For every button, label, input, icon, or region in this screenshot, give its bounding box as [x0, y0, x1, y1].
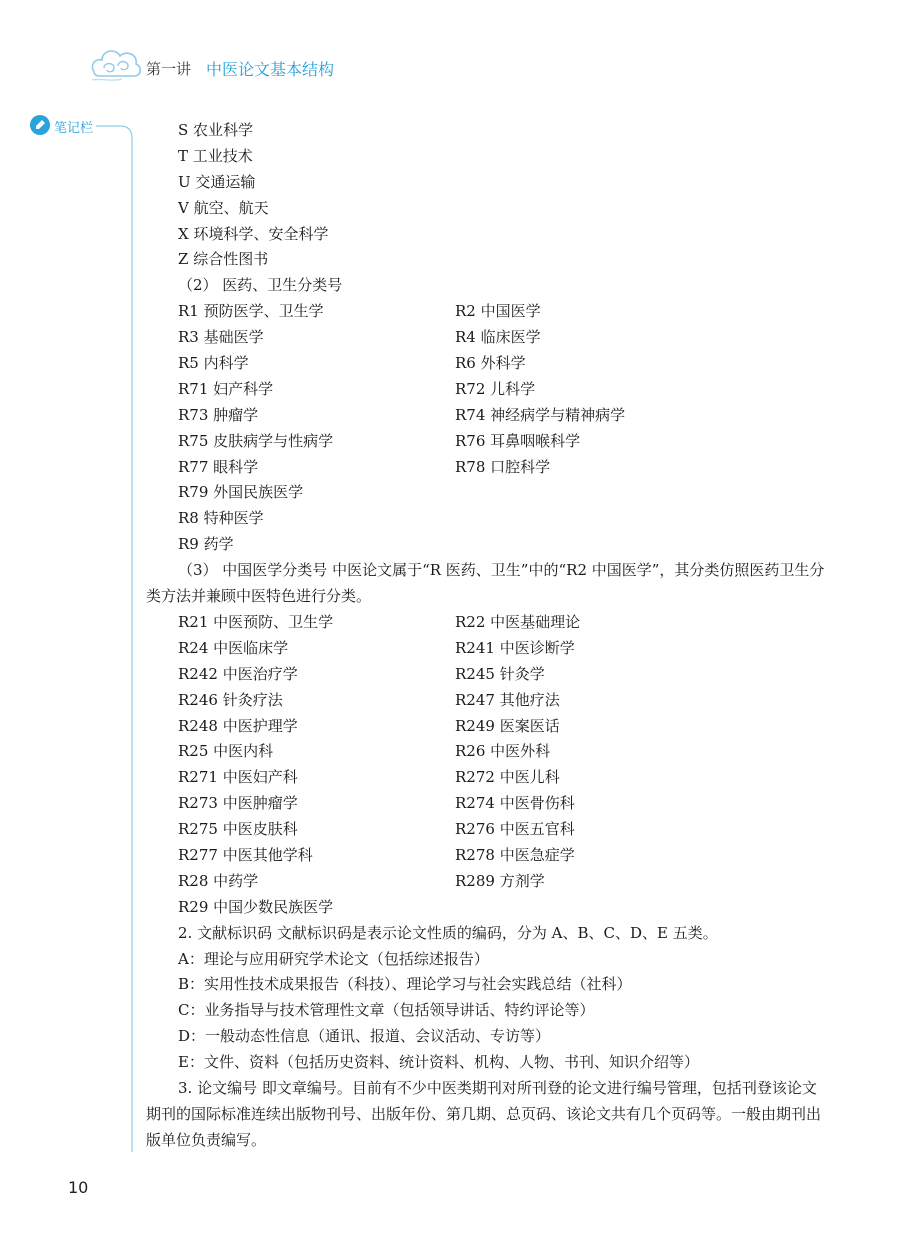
code-cell: R76 耳鼻咽喉科学	[455, 431, 581, 450]
table-row	[146, 714, 826, 740]
running-header	[88, 40, 488, 88]
code-cell: R21 中医预防、卫生学	[178, 612, 334, 631]
table-row	[146, 688, 826, 714]
code-cell: R71 妇产科学	[178, 379, 274, 398]
list-item: D：一般动态性信息（通讯、报道、会议活动、专访等）	[178, 1027, 551, 1046]
table-row	[146, 403, 826, 429]
list-item: A：理论与应用研究学术论文（包括综述报告）	[178, 949, 489, 968]
code-cell: R29 中国少数民族医学	[178, 897, 334, 916]
list-item: U 交通运输	[178, 172, 256, 191]
table-row	[146, 662, 826, 688]
list-item: T 工业技术	[178, 146, 253, 165]
code-cell: R277 中医其他学科	[178, 845, 313, 864]
code-cell: R75 皮肤病学与性病学	[178, 431, 334, 450]
table-row	[146, 325, 826, 351]
code-cell: R79 外国民族医学	[178, 483, 304, 502]
paragraph-text: 3. 论文编号 即文章编号。目前有不少中医类期刊对所刊登的论文进行编号管理，包括刊登该论文期刊的国际标准连续出版物刊号、出版年份、第几期、总页码、该论文共有几个页码等。一般由期刊出版单位负责编写。	[146, 1078, 822, 1149]
list-item: V 航空、航天	[178, 198, 269, 217]
code-cell: R249 医案医话	[455, 716, 560, 735]
chapter-title: 中医论文基本结构	[206, 60, 335, 79]
code-cell: R4 临床医学	[455, 328, 541, 347]
code-cell: R247 其他疗法	[455, 690, 560, 709]
code-cell: R273 中医肿瘤学	[178, 794, 298, 813]
code-cell: R289 方剂学	[455, 871, 545, 890]
notes-label: 笔记栏	[54, 121, 94, 136]
pencil-icon	[30, 115, 50, 135]
table-row	[146, 765, 826, 791]
table-row	[146, 299, 826, 325]
list-item: Z 综合性图书	[178, 250, 269, 269]
code-cell: R9 药学	[178, 535, 234, 554]
code-cell: R275 中医皮肤科	[178, 820, 298, 839]
code-cell: R276 中医五官科	[455, 820, 575, 839]
table-row	[146, 869, 826, 895]
code-cell: R278 中医急症学	[455, 845, 575, 864]
list-item: C：业务指导与技术管理性文章（包括领导讲话、特约评论等）	[178, 1001, 595, 1020]
table-row	[146, 895, 826, 921]
code-cell: R242 中医治疗学	[178, 664, 298, 683]
code-cell: R25 中医内科	[178, 742, 274, 761]
code-cell: R72 儿科学	[455, 379, 536, 398]
code-cell: R272 中医儿科	[455, 768, 560, 787]
table-row	[146, 636, 826, 662]
table-row	[146, 480, 826, 506]
code-cell: R24 中医临床学	[178, 638, 289, 657]
notes-column-border	[0, 0, 140, 1160]
code-cell: R246 针灸疗法	[178, 690, 283, 709]
code-cell: R2 中国医学	[455, 302, 541, 321]
section-heading: 2. 文献标识码 文献标识码是表示论文性质的编码，分为 A、B、C、D、E 五类。	[178, 923, 718, 942]
code-cell: R8 特种医学	[178, 509, 264, 528]
code-cell: R28 中药学	[178, 871, 259, 890]
table-row	[146, 843, 826, 869]
table-row	[146, 532, 826, 558]
code-cell: R77 眼科学	[178, 457, 259, 476]
code-cell: R73 肿瘤学	[178, 405, 259, 424]
table-row	[146, 429, 826, 455]
table-row	[146, 739, 826, 765]
code-cell: R5 内科学	[178, 354, 249, 373]
code-cell: R245 针灸学	[455, 664, 545, 683]
table-row	[146, 455, 826, 481]
table-row	[146, 506, 826, 532]
section-paragraph	[146, 558, 826, 610]
code-cell: R271 中医妇产科	[178, 768, 298, 787]
table-row	[146, 610, 826, 636]
table-row	[146, 377, 826, 403]
page-number: 10	[68, 1178, 89, 1197]
code-cell: R26 中医外科	[455, 742, 551, 761]
code-cell: R6 外科学	[455, 354, 526, 373]
list-item: E：文件、资料（包括历史资料、统计资料、机构、人物、书刊、知识介绍等）	[178, 1053, 699, 1072]
code-cell: R74 神经病学与精神病学	[455, 405, 626, 424]
code-cell: R78 口腔科学	[455, 457, 551, 476]
table-row	[146, 351, 826, 377]
section-paragraph	[146, 1076, 826, 1154]
list-item: X 环境科学、安全科学	[178, 224, 329, 243]
code-cell: R3 基础医学	[178, 328, 264, 347]
code-cell: R274 中医骨伤科	[455, 794, 575, 813]
code-cell: R1 预防医学、卫生学	[178, 302, 324, 321]
code-cell: R248 中医护理学	[178, 716, 298, 735]
lecture-number: 第一讲	[146, 60, 192, 78]
table-row	[146, 817, 826, 843]
table-row	[146, 791, 826, 817]
code-cell: R241 中医诊断学	[455, 638, 575, 657]
section-heading: （2） 医药、卫生分类号	[178, 276, 343, 295]
list-item: B：实用性技术成果报告（科技）、理论学习与社会实践总结（社科）	[178, 975, 632, 994]
code-cell: R22 中医基础理论	[455, 612, 581, 631]
main-content	[146, 118, 826, 1154]
paragraph-text: （3） 中国医学分类号 中医论文属于“R 医药、卫生”中的“R2 中国医学”，其分类仿照医药卫生分类方法并兼顾中医特色进行分类。	[146, 561, 825, 606]
list-item: S 农业科学	[178, 121, 254, 139]
